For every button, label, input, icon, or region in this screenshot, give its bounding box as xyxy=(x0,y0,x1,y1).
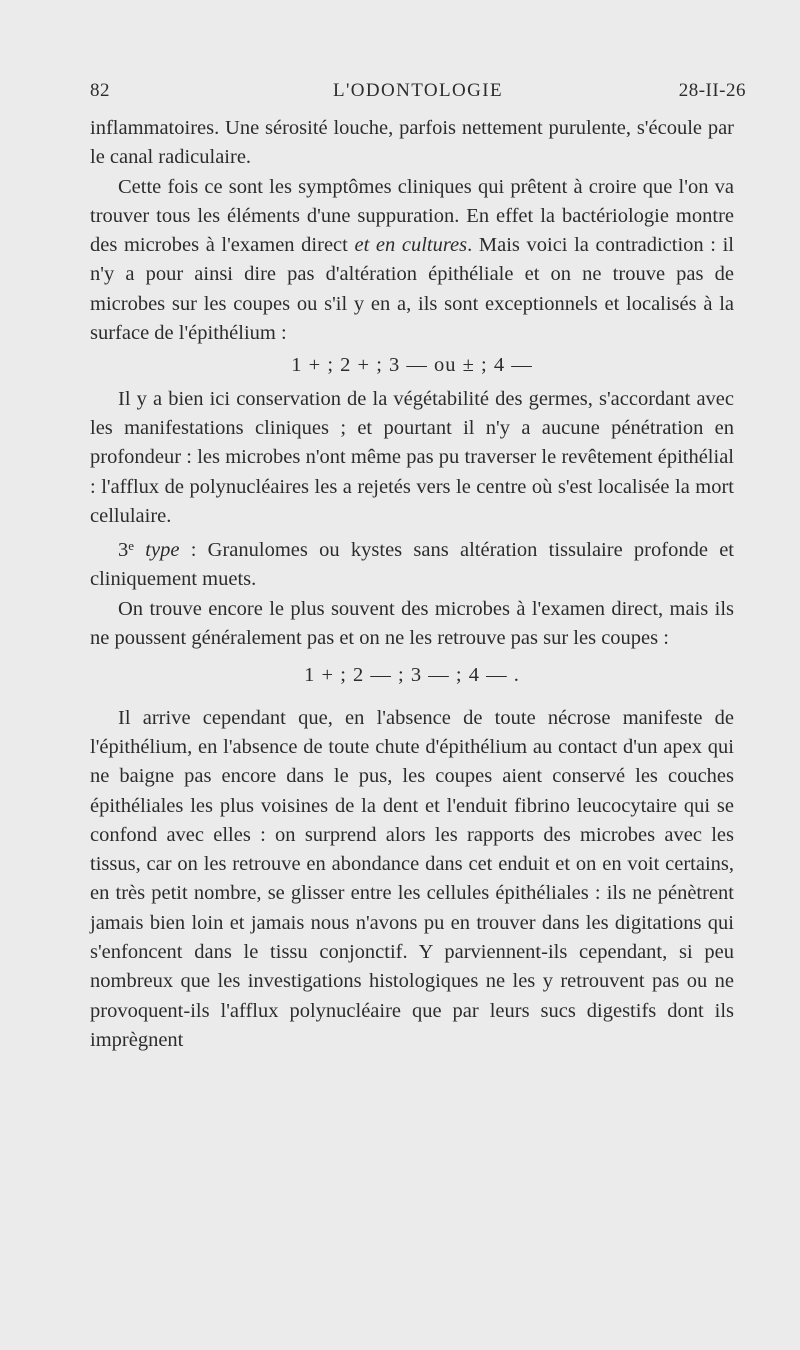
paragraph-type-3 xyxy=(90,531,734,595)
ordinal-suffix: e xyxy=(128,538,135,554)
emphasis-text: type xyxy=(145,539,180,562)
emphasis-text: et en cultures xyxy=(354,234,468,257)
paragraph-text: . Mais voici la contradiction : il n'y a pour ainsi dire pas d'altération épithéliale et on ne trouve pas de microbes sur les coupes ou s'il y en a, ils sont exceptionnels et localisés à la surface de l'épithélium : xyxy=(90,234,734,345)
type-number: 3 xyxy=(118,539,129,562)
issue-date: 28-II-26 xyxy=(678,80,746,101)
running-header xyxy=(90,80,746,106)
formula-line: 1 + ; 2 — ; 3 — ; 4 — . xyxy=(304,664,520,687)
formula-line: 1 + ; 2 + ; 3 — ou ± ; 4 — xyxy=(291,354,533,377)
journal-title: L'ODONTOLOGIE xyxy=(332,80,504,101)
paragraph-text: : Granulomes ou kystes sans altération tissulaire profonde et cliniquement muets. xyxy=(90,539,734,591)
paragraph-continuation: inflammatoires. Une sérosité louche, parfois nettement purulente, s'écoule par le canal radiculaire. xyxy=(90,117,734,169)
paragraph-direct-exam: On trouve encore le plus souvent des microbes à l'examen direct, mais ils ne poussent généralement pas et on ne les retrouve pas sur les coupes : xyxy=(90,597,734,650)
paragraph-clinical-symptoms xyxy=(90,173,734,349)
page-body xyxy=(90,114,734,1055)
page-number: 82 xyxy=(90,80,110,101)
paragraph-text: Cette fois ce sont les symptômes cliniques qui prêtent à croire que l'on va trouver tous les éléments d'une suppuration. En effet la bactériologie montre des microbes à l'examen direct xyxy=(90,175,734,257)
paragraph-vegetability: Il y a bien ici conservation de la végétabilité des germes, s'accordant avec les manifestations cliniques ; et pourtant il n'y a aucune pénétration en profondeur : les microbes n'ont même pas pu traverser le revêtement épithélial : l'afflux de polynucléaires les a rejetés vers le centre où s'est localisée la mort cellulaire. xyxy=(90,387,734,527)
paragraph-epithelium: Il arrive cependant que, en l'absence de toute nécrose manifeste de l'épithélium, en l'absence de toute chute d'épithélium au contact d'un apex qui ne baigne pas encore dans le pus, les coupes aient conservé les couches épithéliales les plus voisines de la dent et l'enduit fibrino leucocytaire qui se confond avec elles : on surprend alors les rapports des microbes avec les tissus, car on les retrouve en abondance dans cet enduit et on en voit certains, en très petit nombre, se glisser entre les cellules épithéliales : ils ne pénètrent jamais bien loin et jamais nous n'avons pu en trouver dans les digitations qui s'enfoncent dans le tissu conjonctif. Y parviennent-ils cependant, si peu nombreux que les investigations histologiques ne les y retrouvent pas ou ne provoquent-ils l'afflux polynucléaire que par leurs sucs digestifs dont ils imprègnent xyxy=(90,706,734,1051)
